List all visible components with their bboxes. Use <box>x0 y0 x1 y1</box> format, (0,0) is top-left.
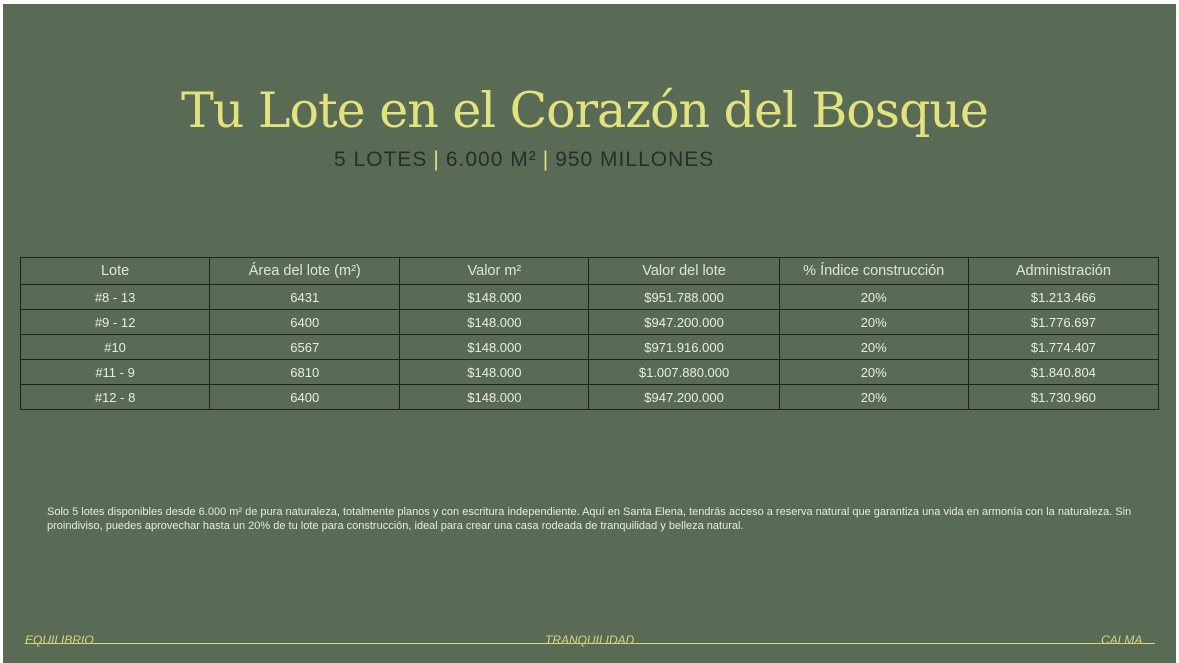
footer-word-equilibrio: EQUILIBRIO <box>25 633 94 647</box>
table-row <box>21 310 1159 335</box>
cell-administracion: $1.730.960 <box>968 385 1158 410</box>
cell-administracion: $1.774.407 <box>968 335 1158 360</box>
table-row <box>21 335 1159 360</box>
cell-valor-lote: $971.916.000 <box>589 335 779 360</box>
cell-lote: #11 - 9 <box>21 360 210 385</box>
cell-valor-m2: $148.000 <box>400 385 589 410</box>
table-row <box>21 385 1159 410</box>
column-header-indice: % Índice construcción <box>779 258 968 285</box>
footer-word-calma: CALMA <box>1101 633 1143 647</box>
subtitle-lots: 5 LOTES <box>334 148 428 171</box>
footer-word-tranquilidad: TRANQUILIDAD <box>545 633 635 647</box>
cell-indice: 20% <box>779 385 968 410</box>
column-header-lote: Lote <box>21 258 210 285</box>
cell-area: 6810 <box>210 360 400 385</box>
cell-indice: 20% <box>779 360 968 385</box>
subtitle-area: 6.000 M² <box>445 148 537 171</box>
lots-table <box>20 257 1159 410</box>
cell-administracion: $1.213.466 <box>968 285 1158 310</box>
column-header-valor-lote: Valor del lote <box>589 258 779 285</box>
cell-indice: 20% <box>779 310 968 335</box>
cell-lote: #9 - 12 <box>21 310 210 335</box>
slide <box>3 4 1176 663</box>
subtitle-separator: | <box>433 148 440 171</box>
cell-valor-lote: $947.200.000 <box>589 385 779 410</box>
cell-lote: #12 - 8 <box>21 385 210 410</box>
cell-valor-m2: $148.000 <box>400 285 589 310</box>
table-header-row <box>21 258 1159 285</box>
subtitle-price: 950 MILLONES <box>555 148 715 171</box>
cell-area: 6400 <box>210 385 400 410</box>
cell-administracion: $1.840.804 <box>968 360 1158 385</box>
page-title: Tu Lote en el Corazón del Bosque <box>181 82 988 139</box>
column-header-administracion: Administración <box>968 258 1158 285</box>
cell-indice: 20% <box>779 335 968 360</box>
cell-lote: #10 <box>21 335 210 360</box>
page-subtitle <box>334 148 714 172</box>
cell-valor-m2: $148.000 <box>400 310 589 335</box>
cell-area: 6431 <box>210 285 400 310</box>
cell-administracion: $1.776.697 <box>968 310 1158 335</box>
cell-area: 6567 <box>210 335 400 360</box>
cell-area: 6400 <box>210 310 400 335</box>
table-row <box>21 360 1159 385</box>
subtitle-separator: | <box>542 148 550 171</box>
cell-valor-lote: $1.007.880.000 <box>589 360 779 385</box>
cell-indice: 20% <box>779 285 968 310</box>
cell-valor-m2: $148.000 <box>400 335 589 360</box>
description-text: Solo 5 lotes disponibles desde 6.000 m² de pura naturaleza, totalmente planos y con escritura independiente. Aquí en Santa Elena, tendrás acceso a reserva natural que garantiza una vida en armonía con la naturaleza. Sin proindiviso, puedes aprovechar hasta un 20% de tu lote para construcción, ideal para crear una casa rodeada de tranquilidad y belleza natural. <box>47 506 1132 532</box>
cell-valor-lote: $951.788.000 <box>589 285 779 310</box>
table-row <box>21 285 1159 310</box>
column-header-area: Área del lote (m²) <box>210 258 400 285</box>
cell-lote: #8 - 13 <box>21 285 210 310</box>
cell-valor-m2: $148.000 <box>400 360 589 385</box>
column-header-valor-m2: Valor m² <box>400 258 589 285</box>
cell-valor-lote: $947.200.000 <box>589 310 779 335</box>
